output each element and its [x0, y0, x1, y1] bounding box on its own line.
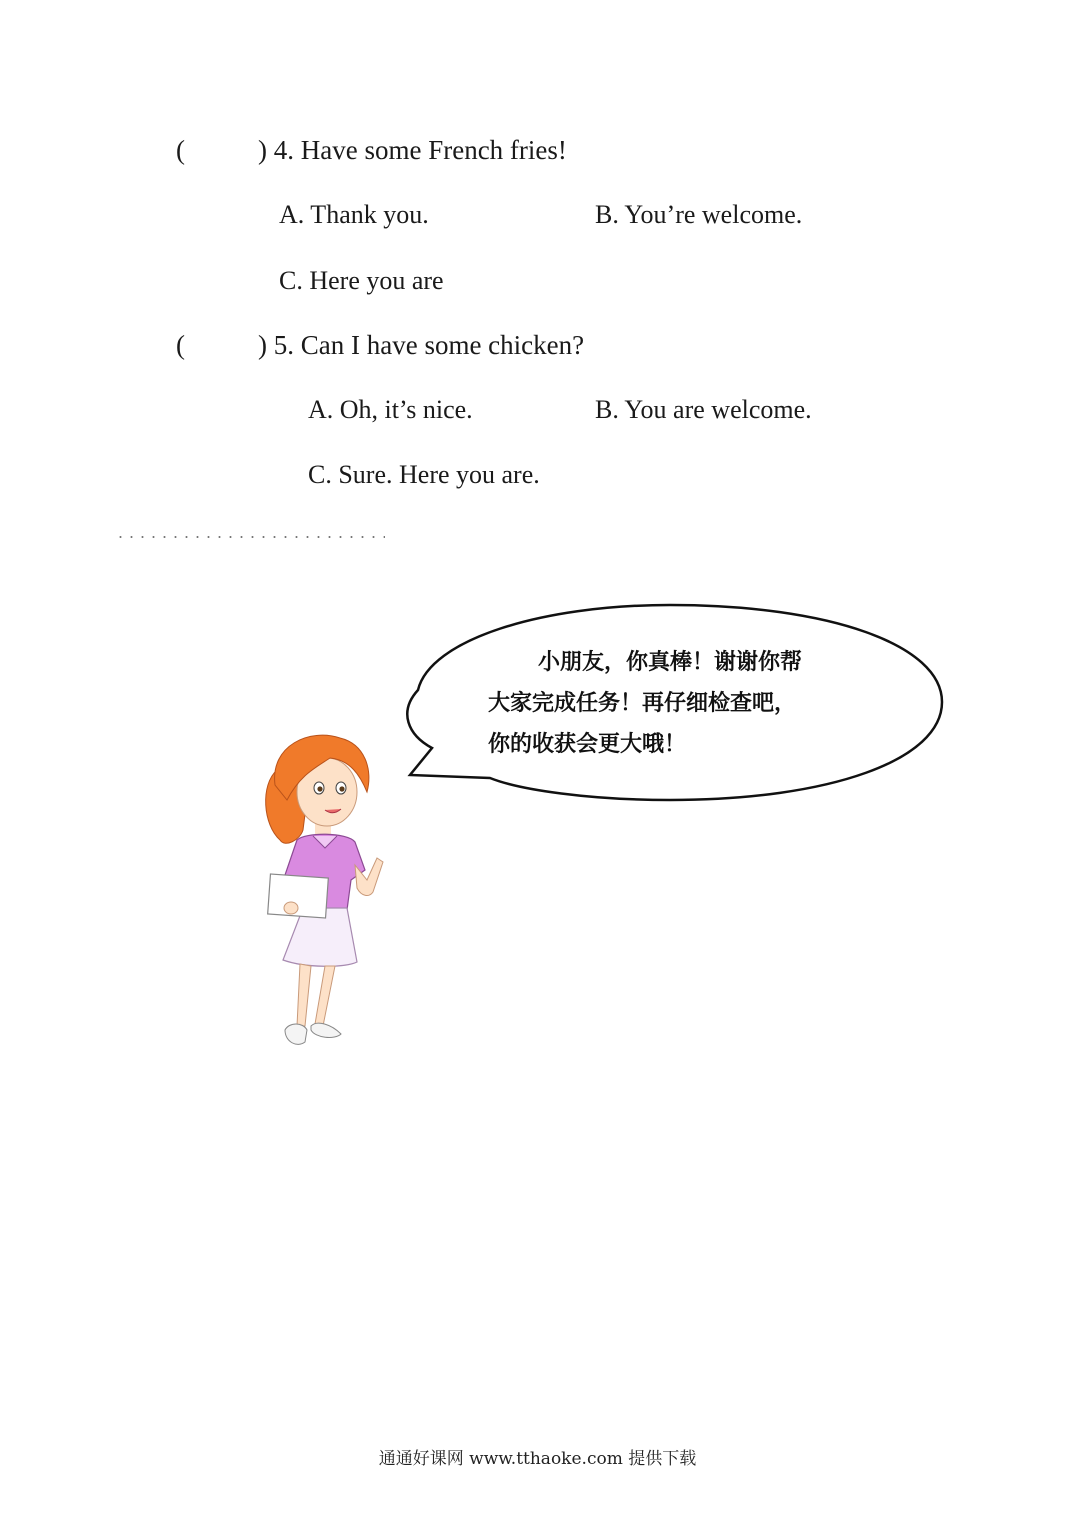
q5-answer-paren[interactable]: ( [176, 330, 185, 360]
q5-question: ) 5. Can I have some chicken? [258, 330, 585, 360]
q4-option-a: A. Thank you. [279, 200, 429, 229]
bubble-text [488, 642, 868, 765]
q4-answer-paren[interactable]: ( [176, 135, 185, 165]
q5-option-a: A. Oh, it’s nice. [308, 395, 473, 424]
q4-question: ) 4. Have some French fries! [258, 135, 567, 165]
footer-credit: 通通好课网 www.tthaoke.com 提供下载 [378, 1449, 697, 1469]
q5-option-c: C. Sure. Here you are. [308, 460, 540, 489]
q4-option-c: C. Here you are [279, 266, 444, 295]
q4-option-b: B. You’re welcome. [595, 200, 803, 229]
teacher-illustration [255, 730, 400, 1055]
bubble-line-3: 你的收获会更大哦！ [488, 732, 687, 757]
bubble-line-2: 大家完成任务！再仔细检查吧， [488, 691, 797, 716]
bubble-line-1: 小朋友，你真棒！谢谢你帮 [538, 650, 803, 675]
q5-option-b: B. You are welcome. [595, 395, 812, 424]
